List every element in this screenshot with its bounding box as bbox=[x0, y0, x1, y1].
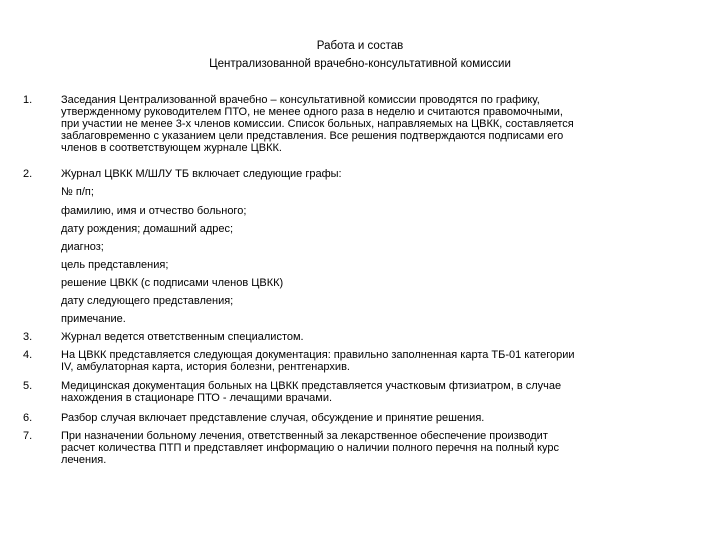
item-text-line: IV, амбулаторная карта, история болезни, рентгенархив. bbox=[61, 361, 350, 373]
item-text-line: Журнал ЦВКК М/ШЛУ ТБ включает следующие графы: bbox=[61, 168, 342, 180]
item-number: 2. bbox=[23, 168, 33, 180]
journal-column-item: дату рождения; домашний адрес; bbox=[61, 223, 234, 235]
item-text-line: На ЦВКК представляется следующая документация: правильно заполненная карта ТБ-01 категории bbox=[61, 349, 575, 361]
journal-column-item: цель представления; bbox=[61, 259, 169, 271]
item-number: 4. bbox=[23, 349, 33, 361]
item-text-line: при участии не менее 3-х членов комиссии. Список больных, направляемых на ЦВКК, составляется bbox=[61, 118, 574, 130]
journal-column-item: № п/п; bbox=[61, 186, 94, 198]
item-text-line: заблаговременно с указанием цели представления. Все решения подтверждаются подписами его bbox=[61, 130, 564, 142]
item-number: 6. bbox=[23, 412, 33, 424]
item-text-line: Разбор случая включает представление случая, обсуждение и принятие решения. bbox=[61, 412, 485, 424]
item-text-line: членов в соответствующем журнале ЦВКК. bbox=[61, 142, 282, 154]
item-number: 3. bbox=[23, 331, 33, 343]
journal-column-item: решение ЦВКК (с подписами членов ЦВКК) bbox=[61, 277, 284, 289]
document-title-line-2: Централизованной врачебно-консультативной комиссии bbox=[209, 58, 511, 70]
item-number: 1. bbox=[23, 94, 33, 106]
journal-column-item: фамилию, имя и отчество больного; bbox=[61, 205, 247, 217]
item-text-line: Медицинская документация больных на ЦВКК представляется участковым фтизиатром, в случае bbox=[61, 380, 562, 392]
document-title-line-1: Работа и состав bbox=[316, 40, 404, 52]
item-number: 5. bbox=[23, 380, 33, 392]
journal-column-item: примечание. bbox=[61, 313, 126, 325]
item-number: 7. bbox=[23, 430, 33, 442]
item-text-line: утвержденному руководителем ПТО, не менее одного раза в неделю и считаются правомочными, bbox=[61, 106, 563, 118]
item-text-line: расчет количества ПТП и представляет информацию о наличии полного перечня на полный курс bbox=[61, 442, 560, 454]
item-text-line: Журнал ведется ответственным специалистом. bbox=[61, 331, 304, 343]
journal-column-item: диагноз; bbox=[61, 241, 104, 253]
item-text-line: Заседания Централизованной врачебно – консультативной комиссии проводятся по графику, bbox=[61, 94, 540, 106]
journal-column-item: дату следующего представления; bbox=[61, 295, 234, 307]
item-text-line: При назначении больному лечения, ответственный за лекарственное обеспечение производит bbox=[61, 430, 548, 442]
item-text-line: нахождения в стационаре ПТО - лечащими врачами. bbox=[61, 392, 333, 404]
item-text-line: лечения. bbox=[61, 454, 107, 466]
